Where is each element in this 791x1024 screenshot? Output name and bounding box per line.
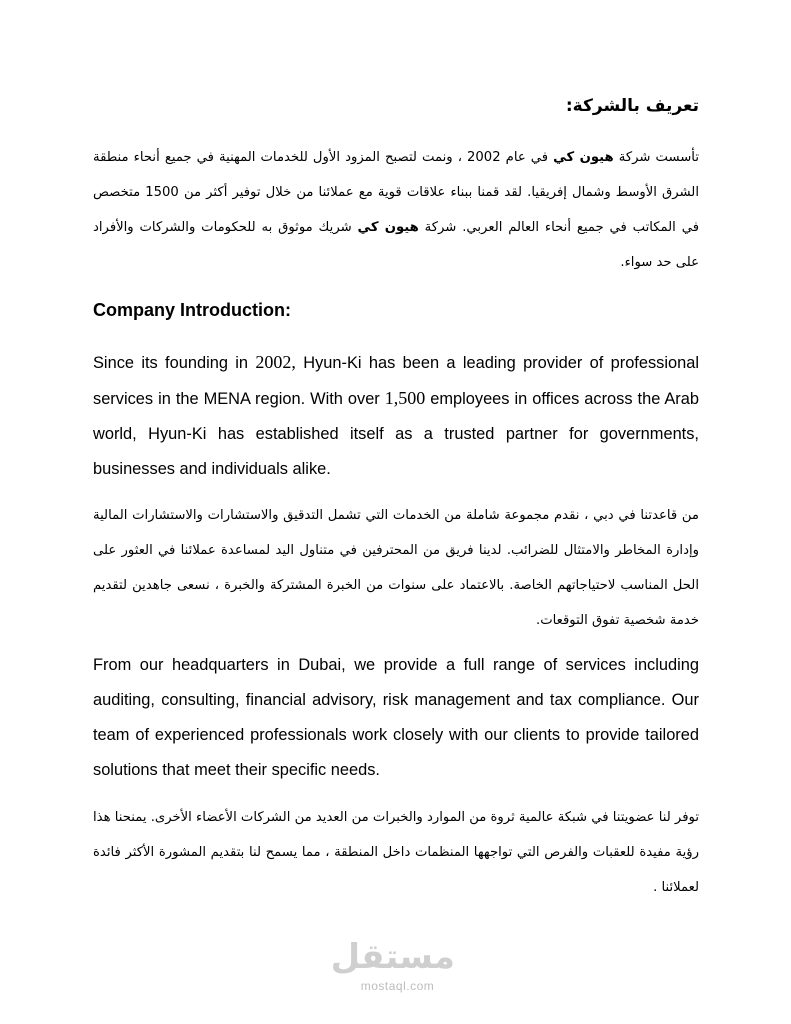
english-intro-paragraph xyxy=(93,345,699,487)
brand-name: هيون كي xyxy=(357,220,419,235)
mostaql-watermark xyxy=(330,935,455,1005)
arabic-intro-paragraph xyxy=(93,140,699,280)
english-heading: Company Introduction: xyxy=(93,300,291,320)
english-intro-text-3: employees in offices across the Arab world, Hyun-Ki has established itself as a trusted partner for governments, businesses and individuals alike. xyxy=(93,390,700,478)
arabic-intro-text-3: شريك موثوق به للحكومات والشركات والأفراد على حد سواء. xyxy=(93,220,699,270)
arabic-intro-text-2: في عام 2002 ، ونمت لتصبح المزود الأول للخدمات المهنية في جميع أنحاء منطقة الشرق الأوسط وشمال إفريقيا. لقد قمنا ببناء علاقات قوية مع عملائنا من خلال توفير أكثر من 1500 متخصص في المكاتب في جميع أنحاء العالم العربي. شركة xyxy=(93,150,699,235)
arabic-intro-text-1: تأسست شركة xyxy=(613,150,699,165)
arabic-heading: تعريف بالشركة: xyxy=(565,96,699,116)
english-services-paragraph: From our headquarters in Dubai, we provide a full range of services including auditing, consulting, financial advisory, risk management and tax compliance. Our team of experienced professionals work closely with our clients to provide tailored solutions that meet their specific needs. xyxy=(93,656,699,779)
arabic-network-paragraph: توفر لنا عضويتنا في شبكة عالمية ثروة من الموارد والخبرات من العديد من الشركات الأعضاء الأخرى. يمنحنا هذا رؤية مفيدة للعقبات والفرص التي تواجهها المنظمات داخل المنطقة ، مما يسمح لنا بتقديم المشورة الأكثر فائدة لعملائنا . xyxy=(93,810,699,895)
watermark-url: mostaql.com xyxy=(360,979,435,993)
watermark-logo: مستقل xyxy=(330,937,455,977)
founding-year: 2002, xyxy=(255,352,296,372)
english-intro-text-1: Since its founding in xyxy=(93,354,256,372)
arabic-services-paragraph: من قاعدتنا في دبي ، نقدم مجموعة شاملة من الخدمات التي تشمل التدقيق والاستشارات والاستشارات المالية وإدارة المخاطر والامتثال للضرائب. لدينا فريق من المحترفين في متناول اليد لمساعدة عملائنا في العثور على الحل المناسب لاحتياجاتهم الخاصة. بالاعتماد على سنوات من الخبرة المشتركة والخبرة ، نسعى جاهدين لتقديم خدمة شخصية تفوق التوقعات. xyxy=(93,508,699,628)
employee-count: 1,500 xyxy=(384,388,426,408)
english-intro-text-2: Hyun-Ki has been a leading provider of professional services in the MENA region. With over xyxy=(93,354,699,408)
brand-name: هيون كي xyxy=(553,150,614,165)
